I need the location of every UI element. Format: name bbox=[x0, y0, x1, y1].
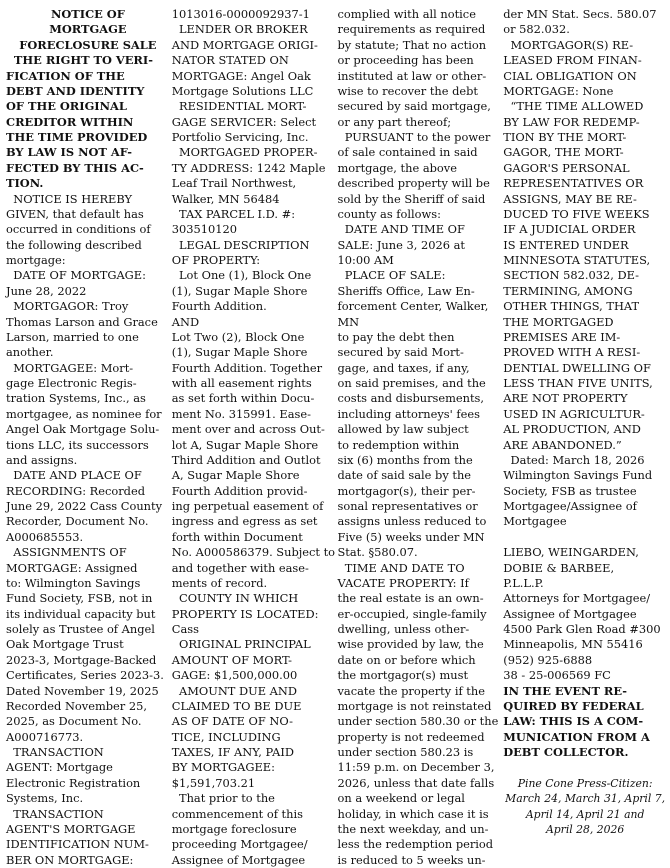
text-line: six (6) months from the bbox=[337, 452, 473, 467]
text-line: TION BY THE MORT- bbox=[503, 130, 627, 144]
text-line: Certificates, Series 2023-3. bbox=[6, 668, 164, 683]
text-line: DATE OF MORTGAGE: bbox=[6, 268, 146, 283]
text-line: LEASED FROM FINAN- bbox=[503, 53, 642, 68]
text-line: the mortgagor(s) must bbox=[337, 668, 469, 683]
text-line: USED IN AGRICULTUR- bbox=[503, 406, 645, 421]
text-line: requirements as required bbox=[337, 22, 486, 37]
text-line: is reduced to 5 weeks un- bbox=[337, 852, 486, 867]
text-line: FICATION OF THE bbox=[6, 68, 125, 83]
text-line: ARE NOT PROPERTY bbox=[503, 391, 628, 406]
text-line: mortgage foreclosure bbox=[171, 821, 297, 836]
text-line: (1), Sugar Maple Shore bbox=[171, 283, 308, 298]
text-line: REPRESENTATIVES OR bbox=[503, 176, 644, 191]
text-line: TION. bbox=[6, 176, 44, 191]
text-line: Walker, MN 56484 bbox=[171, 191, 280, 206]
text-line: VACATE PROPERTY: If bbox=[337, 575, 469, 590]
text-line: AND bbox=[171, 314, 200, 329]
text-line: on said premises, and the bbox=[337, 376, 486, 390]
text-line: secured by said mortgage, bbox=[337, 99, 491, 114]
text-line: MORTGAGED PROPER- bbox=[171, 145, 318, 160]
text-line: Lot One (1), Block One bbox=[171, 268, 312, 283]
text-line: holiday, in which case it is bbox=[337, 806, 489, 821]
spacer bbox=[503, 760, 667, 775]
text-line: to: Wilmington Savings bbox=[6, 575, 141, 590]
text-line: wise to recover the debt bbox=[337, 83, 478, 98]
text-line: ing perpetual easement of bbox=[171, 499, 324, 513]
text-line: or 582.032. bbox=[503, 22, 570, 37]
text-line: PREMISES ARE IM- bbox=[503, 329, 621, 344]
text-line: mortgagor(s), their per- bbox=[337, 483, 476, 498]
text-line: PROVED WITH A RESI- bbox=[503, 345, 641, 360]
column-1 bbox=[6, 7, 170, 867]
text-line: including attorneys' fees bbox=[337, 406, 480, 421]
text-line: another. bbox=[6, 345, 54, 360]
text-line: GAGOR'S PERSONAL bbox=[503, 160, 630, 175]
text-line: DEBT COLLECTOR. bbox=[503, 745, 629, 759]
text-line: the real estate is an own- bbox=[337, 591, 484, 606]
text-line: GIVEN, that default has bbox=[6, 206, 144, 221]
text-line: ingress and egress as set bbox=[171, 514, 318, 529]
text-line: the following described bbox=[6, 237, 142, 252]
text-line: CIAL OBLIGATION ON bbox=[503, 68, 637, 83]
text-line: June 28, 2022 bbox=[6, 283, 87, 298]
text-line: Stat. §580.07. bbox=[337, 545, 418, 560]
text-line: with all easement rights bbox=[171, 376, 312, 390]
text-line: Sheriffs Office, Law En- bbox=[337, 283, 475, 298]
text-line: DATE AND PLACE OF bbox=[6, 468, 142, 483]
text-line: TRANSACTION bbox=[6, 745, 104, 759]
text-line: AS OF DATE OF NO- bbox=[171, 714, 293, 729]
column-2 bbox=[171, 7, 336, 867]
column-4 bbox=[503, 7, 667, 836]
text-line: date of said sale by the bbox=[337, 468, 472, 483]
text-line: Mortgagee bbox=[503, 514, 567, 529]
text-line: TAX PARCEL I.D. #: bbox=[171, 206, 296, 221]
text-line: Portfolio Servicing, Inc. bbox=[171, 130, 309, 144]
text-line: DUCED TO FIVE WEEKS bbox=[503, 206, 650, 221]
text-line: RECORDING: Recorded bbox=[6, 483, 146, 498]
text-line: BY MORTGAGEE: bbox=[171, 760, 275, 775]
text-line: Systems, Inc. bbox=[6, 791, 84, 806]
text-line: PROPERTY IS LOCATED: bbox=[171, 606, 319, 621]
text-line: Fourth Addition. Together bbox=[171, 360, 323, 375]
text-line: THE TIME PROVIDED bbox=[6, 130, 148, 144]
text-line: Pine Cone Press-Citizen: bbox=[517, 776, 653, 790]
text-line: ORIGINAL PRINCIPAL bbox=[171, 637, 311, 652]
text-line: Fourth Addition provid- bbox=[171, 483, 308, 498]
text-line: NATOR STATED ON bbox=[171, 53, 289, 68]
text-line: That prior to the bbox=[171, 791, 275, 806]
text-line: property is not redeemed bbox=[337, 729, 485, 744]
text-line: (952) 925-6888 bbox=[503, 652, 593, 667]
text-line: mortgage: bbox=[6, 253, 66, 267]
text-line: occurred in conditions of bbox=[6, 222, 151, 237]
text-line: PURSUANT to the power bbox=[337, 130, 491, 144]
text-line: AMOUNT OF MORT- bbox=[171, 652, 292, 667]
text-line: forcement Center, Walker, bbox=[337, 299, 489, 314]
text-line: Minneapolis, MN 55416 bbox=[503, 637, 643, 652]
text-line: 38 - 25-006569 FC bbox=[503, 668, 611, 683]
text-line: A000716773. bbox=[6, 729, 84, 744]
text-line: MUNICATION FROM A bbox=[503, 729, 650, 744]
text-line: June 29, 2022 Cass County bbox=[6, 499, 163, 513]
text-line: Wilmington Savings Fund bbox=[503, 468, 653, 483]
text-line: vacate the property if the bbox=[337, 683, 485, 698]
text-line: gage, and taxes, if any, bbox=[337, 360, 470, 375]
text-line: costs and disbursements, bbox=[337, 391, 485, 406]
text-line: MORTGAGOR(S) RE- bbox=[503, 37, 634, 52]
text-line: 11:59 p.m. on December 3, bbox=[337, 760, 495, 775]
text-line: 4500 Park Glen Road #300 bbox=[503, 622, 661, 636]
text-line: DOBIE & BARBEE, bbox=[503, 560, 615, 575]
text-line: MINNESOTA STATUTES, bbox=[503, 253, 651, 267]
text-line: TICE, INCLUDING bbox=[171, 729, 281, 744]
text-line: THE MORTGAGED bbox=[503, 314, 614, 329]
text-line: TY ADDRESS: 1242 Maple bbox=[171, 160, 326, 175]
text-line: 10:00 AM bbox=[337, 253, 394, 267]
text-line: Dated: March 18, 2026 bbox=[503, 452, 645, 467]
text-line: mortgage is not reinstated bbox=[337, 698, 492, 713]
text-line: dwelling, unless other- bbox=[337, 622, 470, 636]
text-line: date on or before which bbox=[337, 652, 476, 667]
text-line: secured by said Mort- bbox=[337, 345, 464, 360]
text-line: A, Sugar Maple Shore bbox=[171, 468, 300, 483]
text-line: Recorder, Document No. bbox=[6, 514, 149, 529]
text-line: IDENTIFICATION NUM- bbox=[6, 837, 149, 852]
text-line: LIEBO, WEINGARDEN, bbox=[503, 545, 639, 560]
text-line: March 24, March 31, April 7, bbox=[505, 792, 666, 806]
text-line: by statute; That no action bbox=[337, 37, 487, 52]
text-line: wise provided by law, the bbox=[337, 637, 484, 652]
text-line: NOTICE OF bbox=[50, 7, 125, 21]
text-line: sold by the Sheriff of said bbox=[337, 191, 486, 206]
text-line: instituted at law or other- bbox=[337, 68, 487, 83]
text-line: A000685553. bbox=[6, 529, 84, 544]
text-line: mortgage, the above bbox=[337, 160, 457, 175]
text-line: Oak Mortgage Trust bbox=[6, 637, 124, 652]
text-line: $1,591,703.21 bbox=[171, 775, 256, 790]
text-line: TERMINING, AMONG bbox=[503, 283, 633, 298]
text-line: commencement of this bbox=[171, 806, 303, 821]
text-line: Electronic Registration bbox=[6, 775, 141, 790]
text-line: FORECLOSURE SALE bbox=[19, 37, 157, 52]
text-line: P.L.L.P. bbox=[503, 575, 544, 590]
text-line: proceeding Mortgagee/ bbox=[171, 837, 308, 852]
text-line: CLAIMED TO BE DUE bbox=[171, 698, 302, 713]
text-line: Thomas Larson and Grace bbox=[6, 314, 158, 329]
text-line: Lot Two (2), Block One bbox=[171, 329, 305, 344]
text-line: OTHER THINGS, THAT bbox=[503, 299, 640, 314]
text-line: complied with all notice bbox=[337, 7, 476, 21]
text-line: COUNTY IN WHICH bbox=[171, 591, 299, 606]
text-line: Attorneys for Mortgagee/ bbox=[503, 591, 651, 606]
text-line: April 28, 2026 bbox=[545, 822, 625, 836]
text-line: Third Addition and Outlot bbox=[171, 452, 321, 467]
text-line: BER ON MORTGAGE: bbox=[6, 852, 134, 867]
text-line: Five (5) weeks under MN bbox=[337, 529, 485, 544]
text-line: less the redemption period bbox=[337, 837, 494, 852]
text-line: GAGE SERVICER: Select bbox=[171, 114, 317, 129]
text-line: LESS THAN FIVE UNITS, bbox=[503, 376, 653, 390]
text-line: ment over and across Out- bbox=[171, 422, 325, 437]
text-line: or proceeding has been bbox=[337, 53, 474, 68]
text-line: AGENT: Mortgage bbox=[6, 760, 113, 775]
text-line: 2023-3, Mortgage-Backed bbox=[6, 652, 157, 667]
text-line: solely as Trustee of Angel bbox=[6, 622, 155, 636]
text-line: to redemption within bbox=[337, 437, 460, 452]
text-line: Mortgage Solutions LLC bbox=[171, 83, 314, 98]
text-line: MORTGAGE bbox=[49, 22, 127, 37]
text-line: Dated November 19, 2025 bbox=[6, 683, 159, 698]
text-line: Society, FSB as trustee bbox=[503, 483, 637, 498]
text-line: AGENT'S MORTGAGE bbox=[6, 821, 136, 836]
text-line: Assignee of Mortgagee bbox=[171, 852, 306, 867]
text-line: Cass bbox=[171, 622, 199, 636]
text-line: tions LLC, its successors bbox=[6, 437, 149, 452]
text-line: AMOUNT DUE AND bbox=[171, 683, 297, 698]
text-line: Fund Society, FSB, not in bbox=[6, 591, 153, 606]
text-line: the next weekday, and un- bbox=[337, 821, 489, 836]
text-line: lot A, Sugar Maple Shore bbox=[171, 437, 319, 452]
text-line: RESIDENTIAL MORT- bbox=[171, 99, 307, 114]
text-line: tration Systems, Inc., as bbox=[6, 391, 146, 406]
text-line: Angel Oak Mortgage Solu- bbox=[6, 422, 160, 437]
text-line: its individual capacity but bbox=[6, 606, 156, 621]
text-line: GAGOR, THE MORT- bbox=[503, 145, 624, 160]
text-line: DENTIAL DWELLING OF bbox=[503, 360, 651, 375]
text-line: 1013016-0000092937-1 bbox=[171, 7, 310, 21]
text-line: allowed by law subject bbox=[337, 422, 469, 437]
text-line: PLACE OF SALE: bbox=[337, 268, 446, 283]
text-line: SALE: June 3, 2026 at bbox=[337, 237, 465, 252]
text-line: CREDITOR WITHIN bbox=[6, 114, 134, 129]
spacer bbox=[503, 530, 667, 545]
text-line: ASSIGNMENTS OF bbox=[6, 545, 127, 560]
text-line: IN THE EVENT RE- bbox=[503, 683, 627, 698]
text-line: MORTGAGE: Assigned bbox=[6, 560, 138, 575]
text-line: county as follows: bbox=[337, 206, 441, 221]
text-line: LEGAL DESCRIPTION bbox=[171, 237, 310, 252]
text-line: under section 580.23 is bbox=[337, 745, 474, 759]
text-line: Recorded November 25, bbox=[6, 698, 147, 713]
text-line: or any part thereof; bbox=[337, 114, 452, 129]
text-line: to pay the debt then bbox=[337, 329, 455, 344]
text-line: IF A JUDICIAL ORDER bbox=[503, 222, 636, 237]
text-line: OF THE ORIGINAL bbox=[6, 99, 127, 114]
text-line: assigns unless reduced to bbox=[337, 514, 487, 529]
text-line: described property will be bbox=[337, 176, 490, 191]
text-line: ment No. 315991. Ease- bbox=[171, 406, 311, 421]
text-line: forth within Document bbox=[171, 529, 303, 544]
text-line: 2025, as Document No. bbox=[6, 714, 142, 729]
text-line: BY LAW FOR REDEMP- bbox=[503, 114, 640, 129]
text-line: Assignee of Mortgagee bbox=[503, 606, 637, 621]
column-3 bbox=[337, 7, 502, 867]
text-line: Leaf Trail Northwest, bbox=[171, 176, 297, 191]
text-line: ARE ABANDONED.” bbox=[503, 437, 622, 452]
text-line: mortgagee, as nominee for bbox=[6, 406, 162, 421]
text-line: MORTGAGOR: Troy bbox=[6, 299, 129, 314]
text-line: No. A000586379. Subject to bbox=[171, 545, 336, 560]
text-line: (1), Sugar Maple Shore bbox=[171, 345, 308, 360]
text-line: 2026, unless that date falls bbox=[337, 775, 495, 790]
text-line: TIME AND DATE TO bbox=[337, 560, 465, 575]
text-line: “THE TIME ALLOWED bbox=[503, 99, 644, 114]
text-line: April 14, April 21 and bbox=[525, 807, 645, 821]
text-line: TRANSACTION bbox=[6, 806, 104, 821]
text-line: LENDER OR BROKER bbox=[171, 22, 308, 37]
text-line: MORTGAGEE: Mort- bbox=[6, 360, 134, 375]
text-line: FECTED BY THIS AC- bbox=[6, 160, 144, 175]
text-line: AL PRODUCTION, AND bbox=[503, 422, 641, 437]
text-line: OF PROPERTY: bbox=[171, 253, 261, 267]
text-line: LAW: THIS IS A COM- bbox=[503, 714, 644, 729]
text-line: MN bbox=[337, 314, 360, 329]
text-line: ments of record. bbox=[171, 575, 268, 590]
text-line: MORTGAGE: Angel Oak bbox=[171, 68, 311, 83]
text-line: and together with ease- bbox=[171, 560, 309, 575]
text-line: Mortgagee/Assignee of bbox=[503, 499, 637, 513]
text-line: 303510120 bbox=[171, 222, 237, 237]
text-line: DEBT AND IDENTITY bbox=[6, 83, 145, 98]
text-line: BY LAW IS NOT AF- bbox=[6, 145, 132, 160]
text-line: SECTION 582.032, DE- bbox=[503, 268, 639, 283]
text-line: sonal representatives or bbox=[337, 499, 478, 513]
text-line: IS ENTERED UNDER bbox=[503, 237, 629, 252]
text-line: AND MORTGAGE ORIGI- bbox=[171, 37, 318, 52]
text-line: under section 580.30 or the bbox=[337, 714, 499, 729]
text-line: THE RIGHT TO VERI- bbox=[6, 53, 153, 68]
text-line: der MN Stat. Secs. 580.07 bbox=[503, 7, 657, 21]
text-line: NOTICE IS HEREBY bbox=[6, 191, 133, 206]
text-line: of sale contained in said bbox=[337, 145, 478, 160]
text-line: DATE AND TIME OF bbox=[337, 222, 465, 237]
text-line: on a weekend or legal bbox=[337, 791, 465, 806]
text-line: GAGE: $1,500,000.00 bbox=[171, 668, 298, 683]
text-line: QUIRED BY FEDERAL bbox=[503, 698, 644, 713]
text-line: gage Electronic Regis- bbox=[6, 376, 137, 390]
text-line: er-occupied, single-family bbox=[337, 606, 487, 621]
text-line: ASSIGNS, MAY BE RE- bbox=[503, 191, 637, 206]
text-line: Fourth Addition. bbox=[171, 299, 267, 314]
text-line: TAXES, IF ANY, PAID bbox=[171, 745, 294, 759]
text-line: as set forth within Docu- bbox=[171, 391, 315, 406]
text-line: Larson, married to one bbox=[6, 329, 139, 344]
text-line: MORTGAGE: None bbox=[503, 83, 614, 98]
text-line: and assigns. bbox=[6, 452, 78, 467]
